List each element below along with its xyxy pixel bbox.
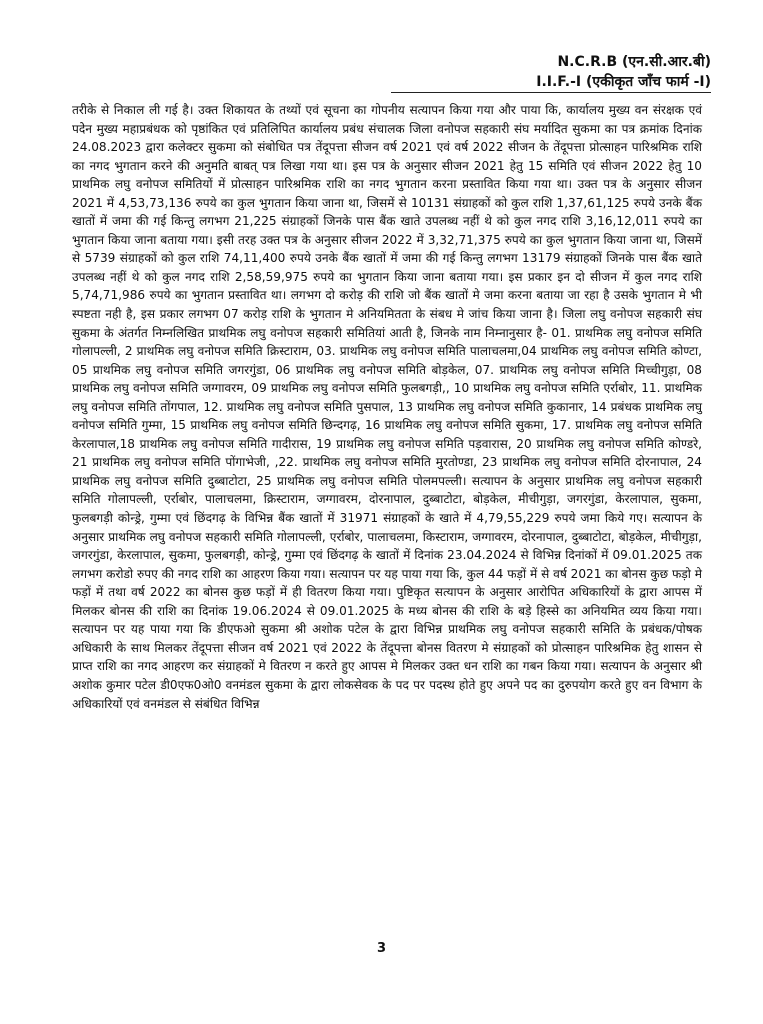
header-form-line: I.I.F.-I (एकीकृत जाँच फार्म -I) (536, 74, 711, 90)
body-paragraph: तरीके से निकाल ली गई है। उक्त शिकायत के तथ्यों एवं सूचना का गोपनीय सत्यापन किया गया और पाया कि, कार्यालय मुख्य वन संरक्षक एवं पदेेन मुख्य महाप्रबंधक को पृष्ठांकित एवं प्रतिलिपित कार्यालय प्रबंध संचालक जिला वनोपज सहकारी संघ मर्यादित सुकमा का पत्र क्रमांक दिनांक 24.08.2023 द्वारा कलेक्टर सुकमा को संबोधित पत्र तेंदूपत्ता सीजन वर्ष 2021 एवं वर्ष 2022 सीजन के तेंदूपत्ता प्रोत्साहन पारिश्रमिक राशि का नगद भुगतान करने की अनुमति बाबत् पत्र लिखा गया था। इस पत्र के अनुसार सीजन 2021 हेतु 15 समिति एवं सीजन 2022 हेतु 10 प्राथमिक लघु वनोपज समितियों में प्रोत्साहन पारिश्रमिक राशि का नगद भुगतान करना प्रस्तावित किया गया था। उक्त पत्र के अनुसार सीजन 2021 में 4,53,73,136 रुपये का कुल भुगतान किया जाना था, जिसमें से 10131 संग्राहकों को कुल राशि 1,37,61,125 रुपये उनके बैंक खातों में जमा की गई किन्तु लगभग 21,225 संग्राहकों जिनके पास बैंक खाते उपलब्ध नहीं थे को कुल नगद राशि 3,16,12,011 रुपये का भुगतान किया जाना बताया गया। इसी तरह उक्त पत्र के अनुसार सीजन 2022 में 3,32,71,375 रुपये का कुल भुगतान किया जाना था, जिसमें से 5739 संग्राहकों को कुल राशि 74,11,400 रुपये उनके बैंक खातों में जमा की गई किन्तु लगभग 13179 संग्राहकों जिनके पास बैंक खाते उपलब्ध नहीं थे को कुल नगद राशि 2,58,59,975 रुपये का भुगतान किया जाना बताया गया। इस प्रकार इन दो सीजन में कुल नगद राशि 5,74,71,986 रुपये का भुगतान प्रस्तावित था। लगभग दो करोड़ की राशि जो बैंक खातों मे जमा करना बताया जा रहा है उसके भुगतान मे भी स्पष्टता नही है, इस प्रकार लगभग 07 करोड़ राशि के भुगतान मे अनियमितता के संबध मे जांच किया जाना है। जिला लघु वनोपज सहकारी संघ सुकमा के अंतर्गत निम्नलिखित प्राथमिक लघु वनोपज सहकारी समितियां आती है, जिनके नाम निम्नानुसार है- 01. प्राथमिक लघु वनोपज समिति गोलापल्ली, 2 प्राथमिक लघु वनोपज समिति क्रिस्टाराम, 03. प्राथमिक लघु वनोपज समिति पालाचलमा,04 प्राथमिक लघु वनोपज समिति कोण्टा, 05 प्राथमिक लघु वनोपज समिति जगरगुंडा, 06 प्राथमिक लघु वनोपज समिति बोड़केल, 07. प्राथमिक लघु वनोपज समिति मिच्चीगुड़ा, 08 प्राथमिक लघु वनोपज समिति जग्गावरम, 09 प्राथमिक लघु वनोपज समिति फुलबगड़ी,, 10 प्राथमिक लघु वनोपज समिति एर्राबोर, 11. प्राथमिक लघु वनोपज समिति तोंगपाल, 12. प्राथमिक लघु वनोपज समिति पुसपाल, 13 प्राथमिक लघु वनोपज समिति कुकानार, 14 प्रबंधक प्राथमिक लघु वनोपज समिति गुम्मा, 15 प्राथमिक लघु वनोपज समिति छिन्दगढ़, 16 प्राथमिक लघु वनोपज समिति सुकमा, 17. प्राथमिक लघु वनोपज समिति केरलापाल,18 प्राथमिक लघु वनोपज समिति गादीरास, 19 प्राथमिक लघु वनोपज समिति पड़वारास, 20 प्राथमिक लघु वनोपज समिति कोण्डरे, 21 प्राथमिक लघु वनोपज समिति पोंगाभेजी, ,22. प्राथमिक लघु वनोपज समिति मुरतोण्डा, 23 प्राथमिक लघु वनोपज समिति दोरनापाल, 24 प्राथमिक लघु वनोपज समिति दुब्बाटोटा, 25 प्राथमिक लघु वनोपज समिति पोलमपल्ली। सत्यापन के अनुसार प्राथमिक लघु वनोपज सहकारी समिति गोलापल्ली, एर्राबोर, पालाचलमा, क्रिस्टाराम, जग्गावरम, दोरनापाल, दुब्बाटोटा, बोड़केल, मीचीगुड़ा, जगरगुंडा, केरलापाल, सुकमा, फुलबगड़ी कोन्ड्रे, गुम्मा एवं छिंदगढ़ के विभिन्न बैंक खातों में 31971 संग्राहकों के खाते में 4,79,55,229 रुपये जमा किये गए। सत्यापन के अनुसार प्राथमिक लघु वनोपज सहकारी समिति गोलापल्ली, एर्राबोर, पालाचलमा, किस्टाराम, जग्गावरम, दोरनापाल, दुब्बाटोटा, बोड़केल, मीचीगुड़ा, जगरगुंडा, केरलापाल, सुकमा, फुलबगड़ी, कोन्ड्रे, गुम्मा एवं छिंदगढ़ के खातों में दिनांक 23.04.2024 से विभिन्न दिनांकों में 09.01.2025 तक लगभग करोडो रुपए की नगद राशि का आहरण किया गया। सत्यापन पर यह पाया गया कि, कुल 44 फड़ों में से वर्ष 2021 का बोनस कुछ फड़ो मे फड़ों में तथा वर्ष 2022 का बोनस कुछ फड़ों में ही वितरण किया गया। पुष्टिकृत सत्यापन के अनुसार आरोपित अधिकारियों के द्वारा आपस में मिलकर बोनस की राशि का दिनांक 19.06.2024 से 09.01.2025 के मध्य बोनस की राशि के बड़े हिस्से का अनियमित व्यय किया गया। सत्यापन पर यह पाया गया कि डीएफओ सुकमा श्री अशोक पटेल के द्वारा विभिन्न प्राथमिक लघु वनोपज सहकारी समिति के प्रबंधक/पोषक अधिकारी के साथ मिलकर तेंदूपत्ता सीजन वर्ष 2021 एवं 2022 के तेंदूपत्ता बोनस वितरण मे संग्राहकों को प्रोत्साहन पारिश्रमिक हेतु शासन से प्राप्त राशि का नगद आहरण कर संग्राहकों मे वितरण न करते हुए आपस मे मिलकर उक्त धन राशि का गबन किया गया। सत्यापन के अनुसार श्री अशोक कुमार पटेल डी0एफ0ओ0 वनमंडल सुकमा के द्वारा लोकसेवक के पद पर पदस्थ होते हुए अपने पद का दुरुपयोग करते हुए वन विभाग के अधिकारियों एवं वनमंडल से संबंधित विभिन्न (72, 103, 702, 711)
header-ncrb-line: N.C.R.B (एन.सी.आर.बी) (557, 54, 711, 70)
page-number: 3 (376, 941, 387, 956)
header-underline (391, 92, 711, 93)
document-header (536, 52, 711, 92)
